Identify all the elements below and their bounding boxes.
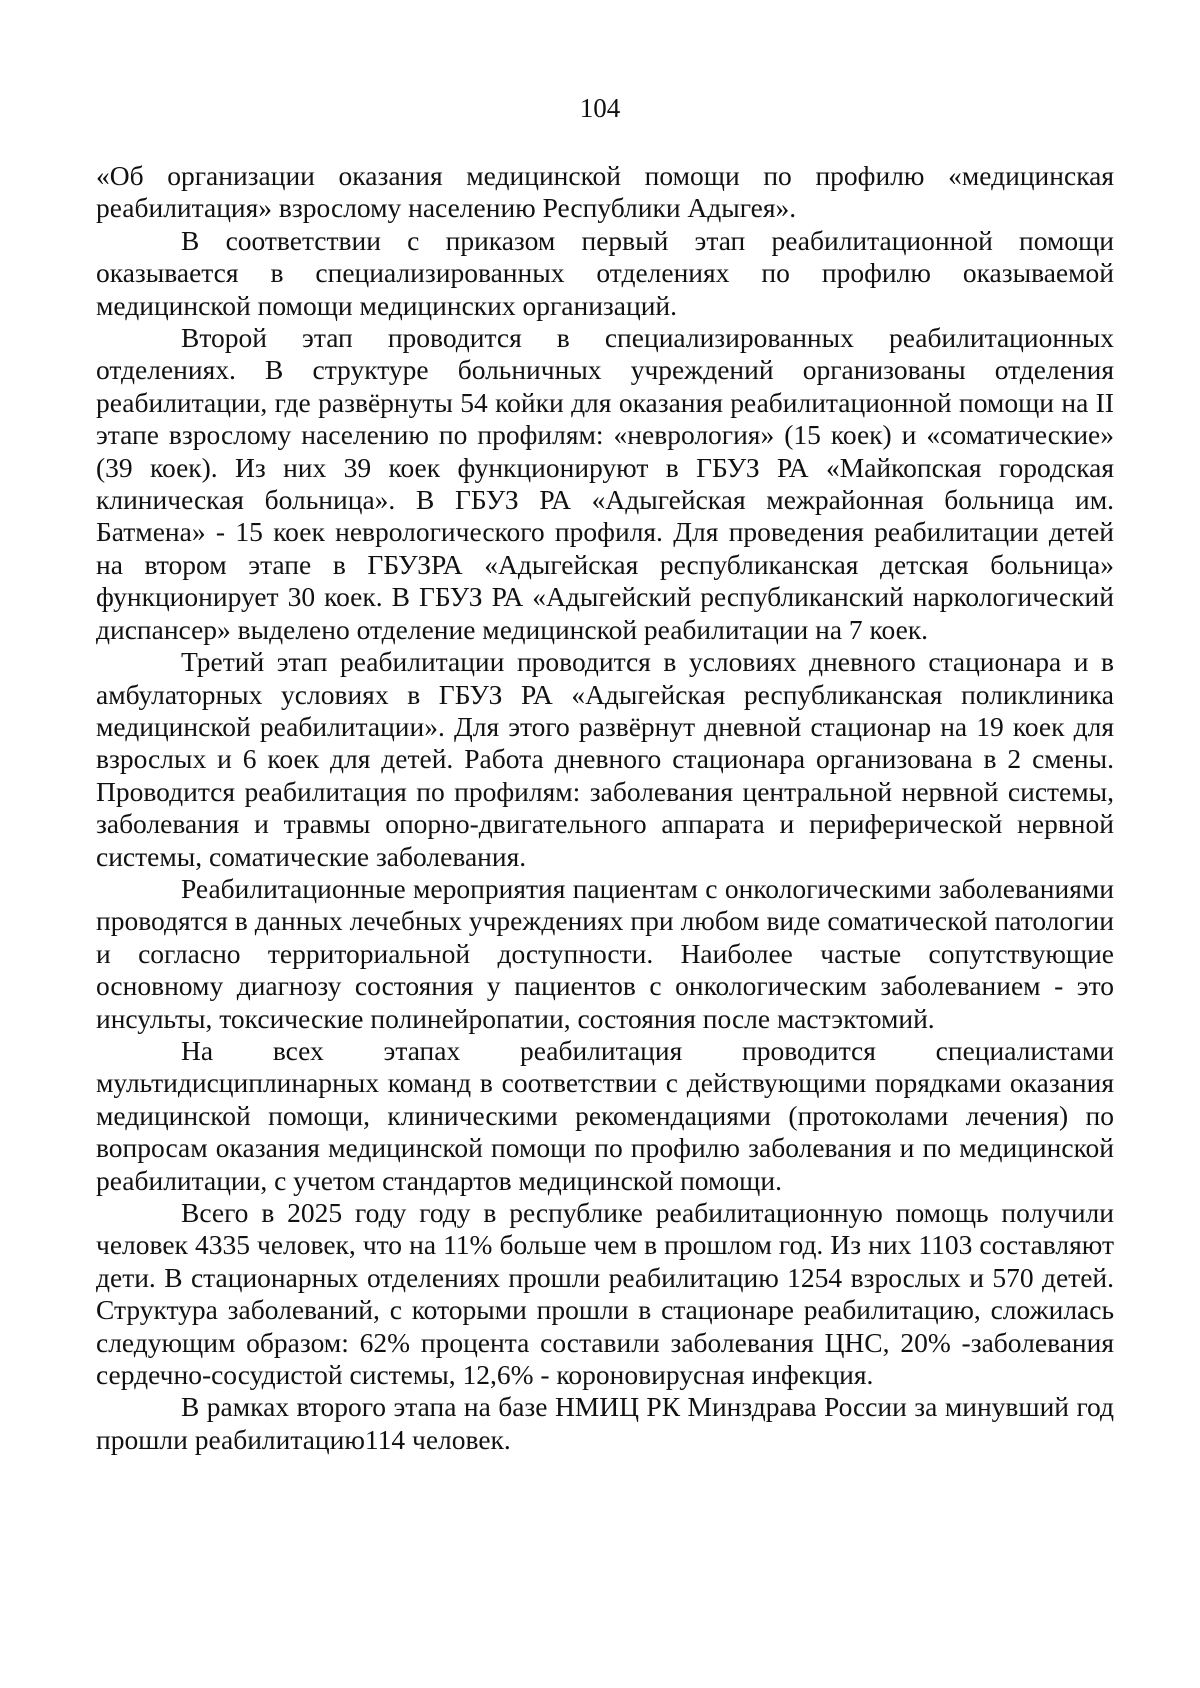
document-body [96,160,1114,1456]
paragraph-multidisciplinary: На всех этапах реабилитация проводится специалистами мультидисциплинарных команд в соответствии с действующими порядками оказания медицинской помощи, клиническими рекомендациями (протоколами лечения) по вопросам оказания медицинской помощи по профилю заболевания и по медицинской реабилитации, с учетом стандартов медицинской помощи. [96,1034,1114,1196]
paragraph-second-stage: Второй этап проводится в специализированных реабилитационных отделениях. В структуре больничных учреждений организованы отделения реабилитации, где развёрнуты 54 койки для оказания реабилитационной помощи на II этапе взрослому населению по профилям: «неврология» (15 коек) и «соматические» (39 коек). Из них 39 коек функционируют в ГБУЗ РА «Майкопская городская клиническая больница». В ГБУЗ РА «Адыгейская межрайонная больница им. Батмена» - 15 коек неврологического профиля. Для проведения реабилитации детей на втором этапе в ГБУЗРА «Адыгейская республиканская детская больница» функционирует 30 коек. В ГБУЗ РА «Адыгейский республиканский наркологический диспансер» выделено отделение медицинской реабилитации на 7 коек. [96,322,1114,645]
paragraph-statistics: Всего в 2025 году году в республике реабилитационную помощь получили человек 4335 человек, что на 11% больше чем в прошлом год. Из них 1103 составляют дети. В стационарных отделениях прошли реабилитацию 1254 взрослых и 570 детей. Структура заболеваний, с которыми прошли в стационаре реабилитацию, сложилась следующим образом: 62% процента составили заболевания ЦНС, 20% -заболевания сердечно-сосудистой системы, 12,6% - короновирусная инфекция. [96,1197,1114,1391]
paragraph-title-continuation: «Об организации оказания медицинской помощи по профилю «медицинская реабилитация» взрослому населению Республики Адыгея». [96,160,1114,224]
paragraph-first-stage: В соответствии с приказом первый этап реабилитационной помощи оказывается в специализированных отделениях по профилю оказываемой медицинской помощи медицинских организаций. [96,224,1114,321]
paragraph-oncology: Реабилитационные мероприятия пациентам с онкологическими заболеваниями проводятся в данных лечебных учреждениях при любом виде соматической патологии и согласно территориальной доступности. Наиболее частые сопутствующие основному диагнозу состояния у пациентов с онкологическим заболеванием - это инсульты, токсические полинейропатии, состояния после мастэктомий. [96,872,1114,1034]
page-number: 104 [579,93,621,123]
paragraph-nmic: В рамках второго этапа на базе НМИЦ РК Минздрава России за минувший год прошли реабилитацию114 человек. [96,1391,1114,1455]
paragraph-third-stage: Третий этап реабилитации проводится в условиях дневного стационара и в амбулаторных условиях в ГБУЗ РА «Адыгейская республиканская поликлиника медицинской реабилитации». Для этого развёрнут дневной стационар на 19 коек для взрослых и 6 коек для детей. Работа дневного стационара организована в 2 смены. Проводится реабилитация по профилям: заболевания центральной нервной системы, заболевания и травмы опорно-двигательного аппарата и периферической нервной системы, соматические заболевания. [96,646,1114,872]
